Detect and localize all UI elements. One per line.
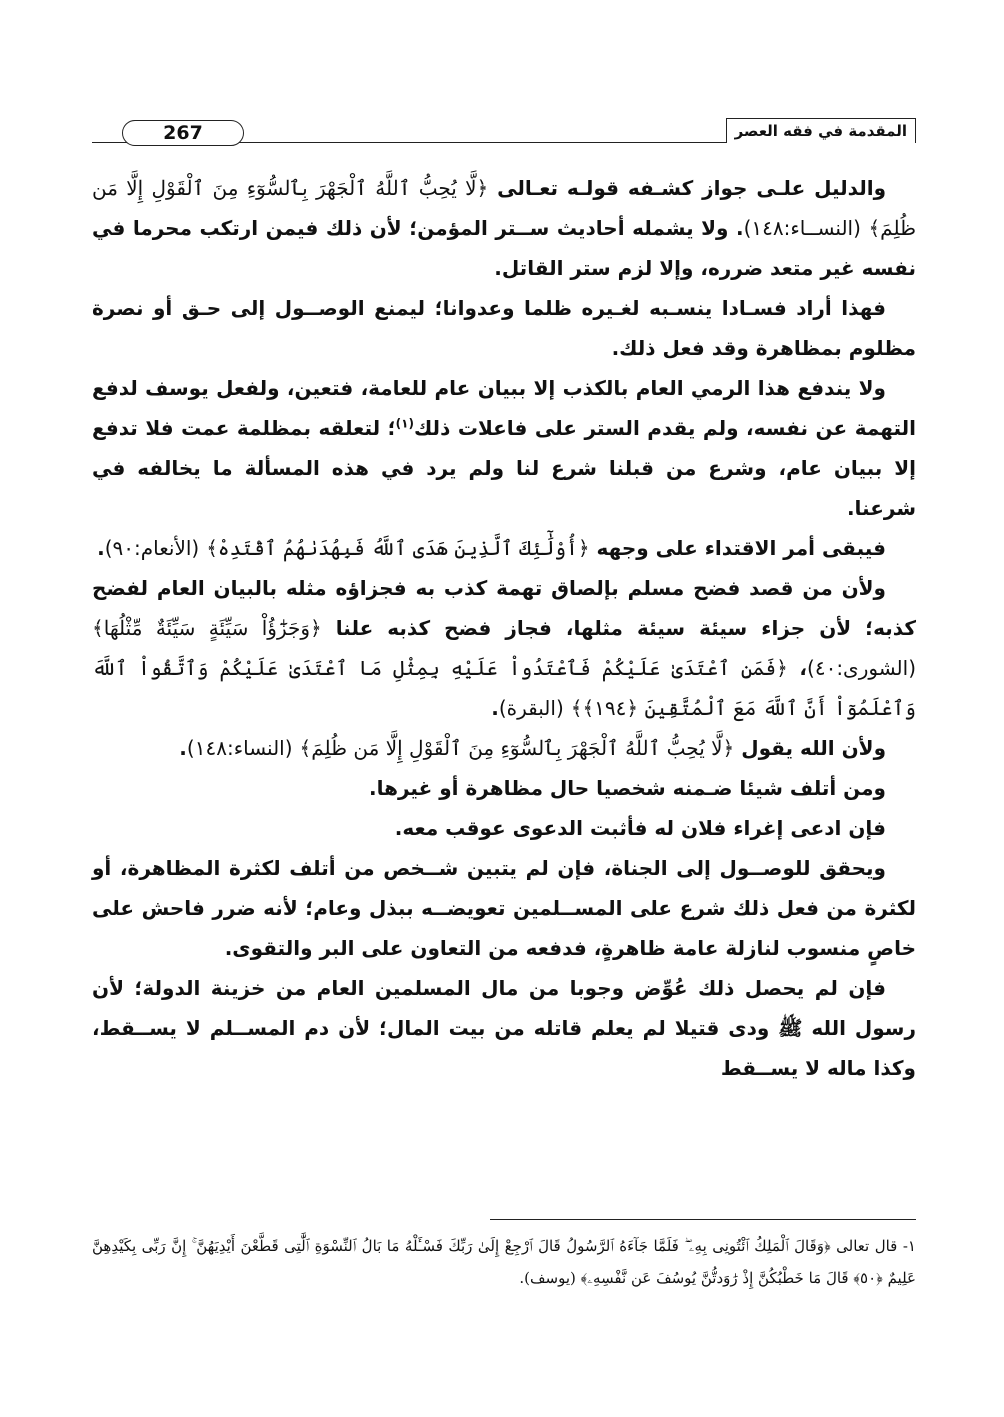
quran-bracket-open: ﴿	[823, 1237, 831, 1255]
quran-bracket-close: ﴾	[299, 736, 312, 760]
verse-reference: (النساء:١٤٨)	[186, 736, 293, 760]
quran-bracket-close: ﴾	[580, 1269, 588, 1287]
quran-verse: أُوْلَٰٓئِكَ ٱلَّذِينَ هَدَى ٱللَّهُ فَبِهُدَىٰهُمُ ٱقْتَدِهْ	[217, 536, 578, 560]
verse-reference: (الأنعام:٩٠)	[104, 536, 200, 560]
quran-bracket-close: ﴾	[868, 216, 881, 240]
verse-reference: (البقرة)	[498, 696, 564, 720]
paragraph: ولأن من قصد فضح مسلم بإلصاق تهمة كذب به فجزاؤه مثله بالبيان العام لفضح كذبه؛ لأن جزاء سيئة سيئة مثلها، فجاز فضح كذبه علنا ﴿وَجَزَٰٓؤُاْ سَيِّئَةٍ سَيِّئَةٌ مِّثْلُهَا﴾ (الشورى:٤٠)، ﴿فَمَنِ ٱعْتَدَىٰ عَلَيْكُمْ فَٱعْتَدُواْ عَلَيْهِ بِمِثْلِ مَا ٱعْتَدَىٰ عَلَيْكُمْ وَٱتَّقُواْ ٱللَّهَ وَٱعْلَمُوٓاْ أَنَّ ٱللَّهَ مَعَ ٱلْمُتَّقِينَ ﴿١٩٤﴾﴾ (البقرة).	[92, 576, 916, 720]
quran-verse: وَجَزَٰٓؤُاْ سَيِّئَةٍ سَيِّئَةٌ مِّثْلُهَا	[103, 616, 311, 640]
footnote: ١- قال تعالى ﴿وَقَالَ ٱلْمَلِكُ ٱئْتُونِى بِهِۦ ۖ فَلَمَّا جَآءَهُ ٱلرَّسُولُ قَالَ ٱرْجِعْ إِلَىٰ رَبِّكَ فَسْـَٔلْهُ مَا بَالُ ٱلنِّسْوَةِ ٱلَّٰتِى قَطَّعْنَ أَيْدِيَهُنَّ ۚ إِنَّ رَبِّى بِكَيْدِهِنَّ عَلِيمٌ ﴿٥٠﴾ قَالَ مَا خَطْبُكُنَّ إِذْ رَٰوَدتُّنَّ يُوسُفَ عَن نَّفْسِهِۦ﴾ (يوسف).	[92, 1237, 916, 1287]
verse-reference: (الشورى:٤٠)	[807, 656, 916, 680]
paragraph: فإن لم يحصل ذلك عُوِّض وجوبا من مال المسلمين العام من خزينة الدولة؛ لأن رسول الله ‌ﷺ ودى قتيلا لم يعلم قاتله من بيت المال؛ لأن دم المســلم لا يســقط، وكذا ماله لا يســقط	[92, 976, 916, 1080]
paragraph: ويحقق للوصــول إلى الجناة، فإن لم يتبين شــخص من أتلف لكثرة المظاهرة، أو لكثرة من فعل ذلك شرع على المســلمين تعويضــه ببذل وعام؛ لأنه ضرر فاحش على خاصٍ منسوب لنازلة عامة ظاهرةٍ، فدفعه من التعاون على البر والتقوى.	[92, 856, 916, 960]
verse-reference: (النســاء:١٤٨)	[743, 216, 861, 240]
footnote-marker[interactable]: (١)	[395, 416, 414, 431]
quran-bracket-close: ﴾	[92, 616, 104, 640]
quran-bracket-open: ﴿	[476, 176, 489, 200]
quran-verse: لَّا يُحِبُّ ٱللَّهُ ٱلْجَهْرَ بِٱلسُّوٓءِ مِنَ ٱلْقَوْلِ إِلَّا مَن ظُلِمَ	[92, 176, 917, 240]
paragraph: ومن أتلف شيئا ضـمنه شخصيا حال مظاهرة أو غيرها.	[369, 776, 886, 800]
quran-bracket-open: ﴿	[577, 536, 590, 560]
quran-bracket-open: ﴿	[722, 736, 735, 760]
quran-verse: وَقَالَ ٱلْمَلِكُ ٱئْتُونِى بِهِۦ ۖ فَلَمَّا جَآءَهُ ٱلرَّسُولُ قَالَ ٱرْجِعْ إِلَىٰ رَبِّكَ فَسْـَٔلْهُ مَا بَالُ ٱلنِّسْوَةِ ٱلَّٰتِى قَطَّعْنَ أَيْدِيَهُنَّ ۚ إِنَّ رَبِّى بِكَيْدِهِنَّ عَلِيمٌ ﴿٥٠﴾ قَالَ مَا خَطْبُكُنَّ إِذْ رَٰوَدتُّنَّ يُوسُفَ عَن نَّفْسِهِۦ	[92, 1237, 916, 1287]
quran-bracket-open: ﴿	[310, 616, 322, 640]
quran-bracket-open: ﴿	[776, 656, 788, 680]
paragraph: فهذا أراد فسـادا ينسـبه لغـيره ظلما وعدوانا؛ ليمنع الوصــول إلى حـق أو نصرة مظلوم بمظاهرة وقد فعل ذلك.	[92, 296, 916, 360]
running-title: المقدمة في فقه العصر	[726, 118, 916, 143]
paragraph: فيبقى أمر الاقتداء على وجهه ﴿أُوْلَٰٓئِكَ ٱلَّذِينَ هَدَى ٱللَّهُ فَبِهُدَىٰهُمُ ٱقْتَدِهْ﴾ (الأنعام:٩٠).	[97, 536, 886, 560]
verse-reference: (يوسف)	[524, 1269, 576, 1287]
paragraph: ولا يندفع هذا الرمي العام بالكذب إلا ببيان عام للعامة، فتعين، ولفعل يوسف لدفع التهمة عن نفسه، ولم يقدم الستر على فاعلات ذلك$^{(١)}$؛ لتعلقه بمظلمة عمت فلا تدفع إلا ببيان عام، وشرع من قبلنا شرع لنا ولم يرد في هذه المسألة ما يخالفه في شرعنا.	[92, 376, 916, 520]
paragraph: ولأن الله يقول ﴿لَّا يُحِبُّ ٱللَّهُ ٱلْجَهْرَ بِٱلسُّوٓءِ مِنَ ٱلْقَوْلِ إِلَّا مَن ظُلِمَ﴾ (النساء:١٤٨).	[179, 736, 886, 760]
quran-verse: فَمَنِ ٱعْتَدَىٰ عَلَيْكُمْ فَٱعْتَدُواْ عَلَيْهِ بِمِثْلِ مَا ٱعْتَدَىٰ عَلَيْكُمْ وَٱتَّقُواْ ٱللَّهَ وَٱعْلَمُوٓاْ أَنَّ ٱللَّهَ مَعَ ٱلْمُتَّقِينَ ﴿١٩٤﴾	[92, 656, 916, 720]
paragraph: والدليل علـى جواز كشـفه قولـه تعـالى ﴿لَّا يُحِبُّ ٱللَّهُ ٱلْجَهْرَ بِٱلسُّوٓءِ مِنَ ٱلْقَوْلِ إِلَّا مَن ظُلِمَ﴾ (النســاء:١٤٨). ولا يشمله أحاديث ســتر المؤمن؛ لأن ذلك فيمن ارتكب محرما في نفسه غير متعد ضرره، وإلا لزم ستر القاتل.	[92, 176, 917, 280]
quran-bracket-close: ﴾	[206, 536, 218, 560]
footnote-rule	[490, 1219, 916, 1220]
page-header	[92, 118, 916, 148]
quran-verse: لَّا يُحِبُّ ٱللَّهُ ٱلْجَهْرَ بِٱلسُّوٓءِ مِنَ ٱلْقَوْلِ إِلَّا مَن ظُلِمَ	[311, 736, 723, 760]
paragraph: فإن ادعى إغراء فلان له فأثبت الدعوى عوقب معه.	[394, 816, 886, 840]
quran-bracket-close: ﴾	[570, 696, 583, 720]
main-text	[92, 168, 916, 1088]
footnote-number: ١-	[902, 1237, 916, 1255]
page-number: 267	[122, 120, 244, 146]
